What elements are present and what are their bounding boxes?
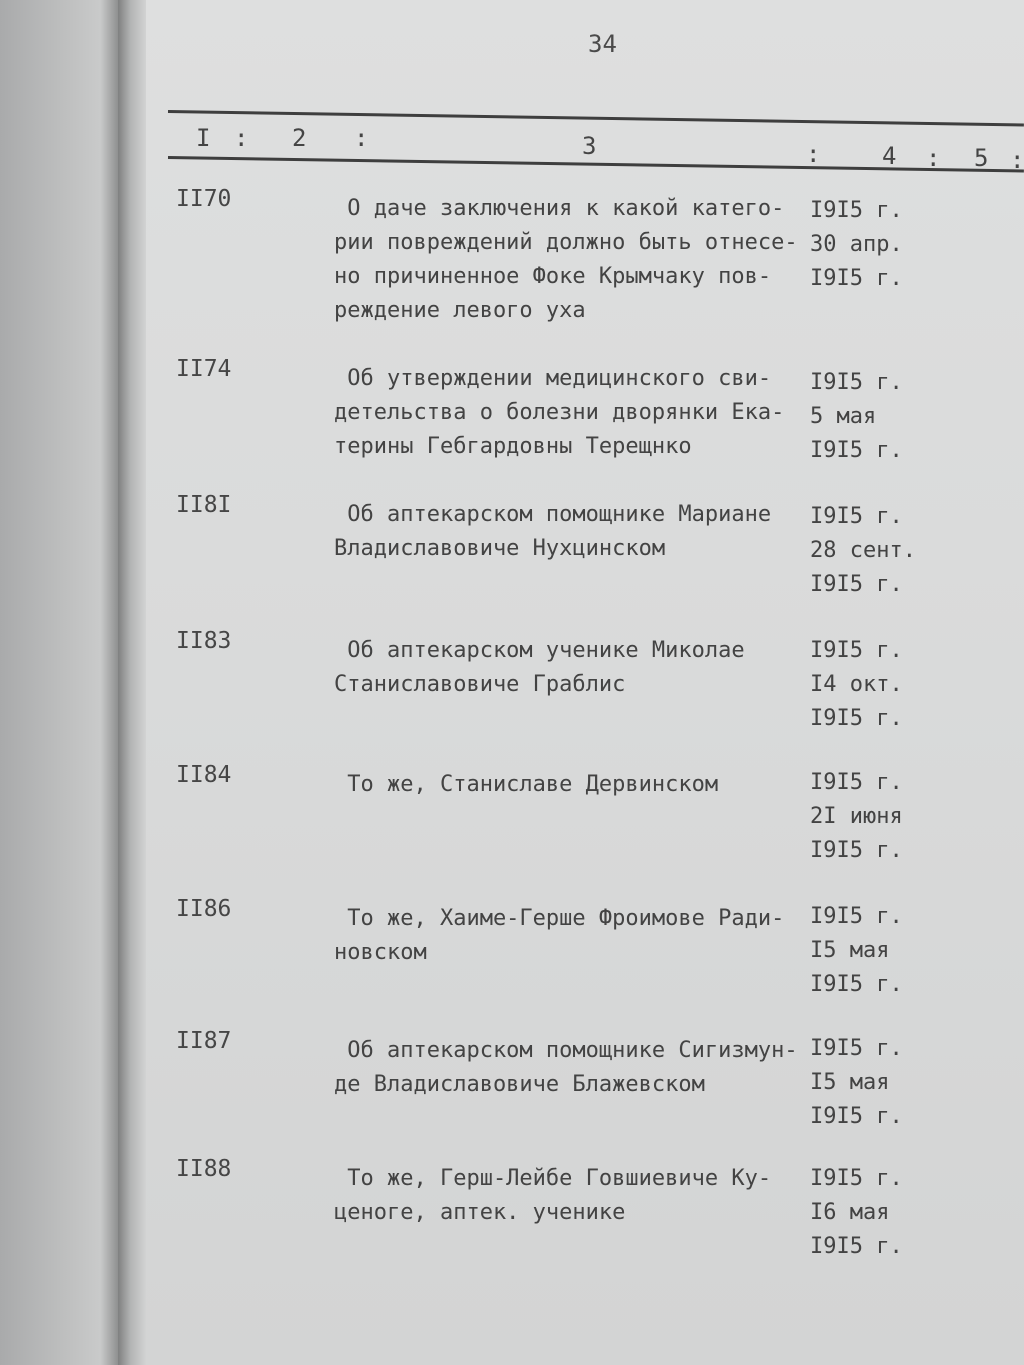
row-dates — [810, 900, 903, 1002]
row-dates — [810, 1162, 903, 1264]
description-line: Станиславовиче Грaблис — [334, 672, 626, 697]
date-line: I9I5 г. — [810, 972, 903, 997]
date-line: I9I5 г. — [810, 370, 903, 395]
column-header-4: 4 — [882, 142, 897, 170]
date-line: 30 апр. — [810, 232, 903, 257]
date-line: 2I июня — [810, 804, 903, 829]
column-header-2: 2 — [292, 124, 307, 152]
row-description — [334, 1034, 798, 1102]
description-line: детельства о болезни дворянки Ека- — [334, 400, 785, 425]
date-line: I5 мая — [810, 938, 890, 963]
column-separator: : — [926, 144, 941, 172]
row-dates — [810, 766, 903, 868]
row-description — [334, 498, 771, 566]
description-line: де Владиславовиче Блажевском — [334, 1072, 705, 1097]
description-line: Владиславовиче Нухцинском — [334, 536, 666, 561]
date-line: I9I5 г. — [810, 1104, 903, 1129]
description-line: Об аптекарском помощнике Сигизмун- — [334, 1038, 798, 1063]
row-description — [334, 362, 784, 464]
description-line: То же, Станиславе Дервинском — [334, 772, 719, 797]
description-line: Об аптекарском помощнике Мариане — [334, 502, 772, 527]
row-number: II74 — [176, 356, 232, 382]
row-description — [334, 634, 745, 702]
date-line: I9I5 г. — [810, 266, 903, 291]
date-line: I9I5 г. — [810, 904, 903, 929]
date-line: I9I5 г. — [810, 198, 903, 223]
row-number: II83 — [176, 628, 232, 654]
row-dates — [810, 500, 916, 602]
description-line: но причиненное Фоке Крымчаку пов- — [334, 264, 772, 289]
date-line: I9I5 г. — [810, 770, 903, 795]
row-dates — [810, 194, 903, 296]
row-dates — [810, 366, 903, 468]
row-number: II87 — [176, 1028, 232, 1054]
row-description — [334, 192, 798, 328]
column-separator: : — [806, 140, 821, 168]
row-number: II84 — [176, 762, 232, 788]
column-header-1: I — [196, 124, 211, 152]
date-line: I9I5 г. — [810, 572, 903, 597]
description-line: О даче заключения к какой катего- — [334, 196, 785, 221]
description-line: То же, Хаиме-Герше Фроимове Ради- — [334, 906, 785, 931]
date-line: I9I5 г. — [810, 1234, 903, 1259]
description-line: терины Гебгардовны Терещнко — [334, 434, 692, 459]
date-line: 5 мая — [810, 404, 877, 429]
row-dates — [810, 1032, 903, 1134]
page-gutter — [118, 0, 146, 1365]
date-line: I9I5 г. — [810, 504, 903, 529]
date-line: I4 окт. — [810, 672, 903, 697]
description-line: ценоге, аптек. ученике — [334, 1200, 626, 1225]
description-line: реждение левого уха — [334, 298, 586, 323]
column-separator: : — [234, 124, 249, 152]
row-number: II88 — [176, 1156, 232, 1182]
date-line: I6 мая — [810, 1200, 890, 1225]
row-description — [334, 768, 718, 802]
row-number: II70 — [176, 186, 232, 212]
row-dates — [810, 634, 903, 736]
row-description — [334, 902, 784, 970]
date-line: I9I5 г. — [810, 706, 903, 731]
date-line: I9I5 г. — [810, 1166, 903, 1191]
description-line: Об утверждении медицинского сви- — [334, 366, 772, 391]
description-line: То же, Герш-Лейбе Говшиевиче Ку- — [334, 1166, 772, 1191]
date-line: I5 мая — [810, 1070, 890, 1095]
date-line: I9I5 г. — [810, 838, 903, 863]
book-binding — [0, 0, 118, 1365]
description-line: новском — [334, 940, 427, 965]
description-line: рии повреждений должно быть отнесе- — [334, 230, 798, 255]
column-header-5: 5 — [974, 144, 989, 172]
description-line: Об аптекарском ученике Миколае — [334, 638, 745, 663]
date-line: 28 сент. — [810, 538, 916, 563]
row-description — [334, 1162, 771, 1230]
date-line: I9I5 г. — [810, 438, 903, 463]
row-number: II8I — [176, 492, 232, 518]
column-header-3: 3 — [582, 132, 597, 160]
date-line: I9I5 г. — [810, 638, 903, 663]
column-separator: : — [354, 124, 369, 152]
page-number: 34 — [588, 30, 617, 58]
column-separator: : — [1010, 146, 1024, 174]
date-line: I9I5 г. — [810, 1036, 903, 1061]
row-number: II86 — [176, 896, 232, 922]
